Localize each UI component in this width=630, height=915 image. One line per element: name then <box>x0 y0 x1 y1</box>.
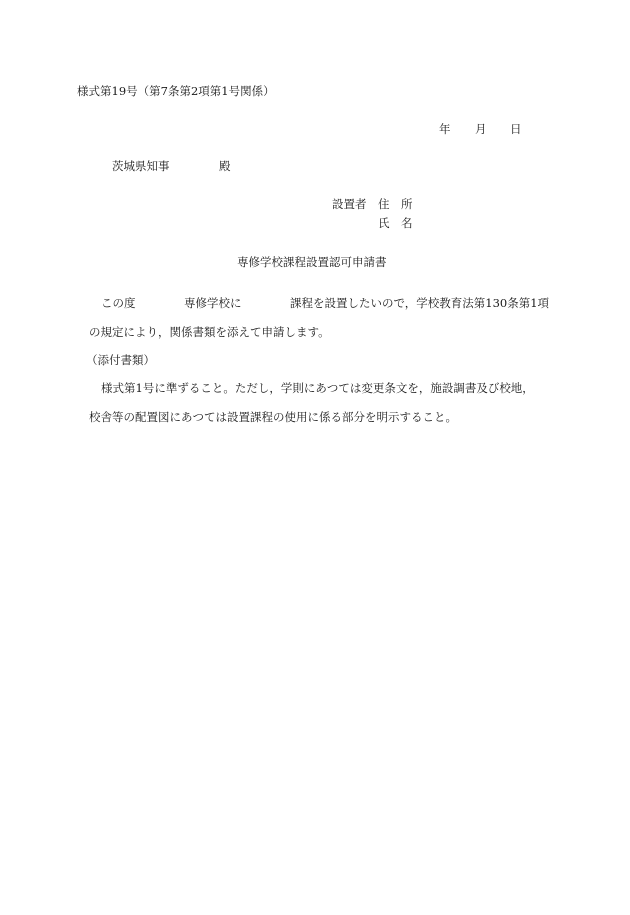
attachments-line1: 様式第1号に準ずること。ただし，学則にあつては変更条文を，施設調書及び校地， <box>101 381 534 395</box>
document-title: 専修学校課程設置認可申請書 <box>237 255 387 269</box>
body-line1-course: 課程を設置したいので，学校教育法第130条第1項 <box>290 296 550 310</box>
body-line1-opening: この度 <box>101 296 136 310</box>
date-month-label: 月 <box>475 122 487 136</box>
attachments-line2: 校舎等の配置図にあつては設置課程の使用に係る部分を明示すること。 <box>89 410 457 424</box>
addressee-name: 茨城県知事 <box>112 159 170 173</box>
form-number-header: 様式第19号（第7条第2項第1号関係） <box>77 84 275 98</box>
date-day-label: 日 <box>510 122 522 136</box>
date-year-label: 年 <box>439 122 451 136</box>
applicant-address-label: 住 所 <box>378 197 413 211</box>
body-line2: の規定により，関係書類を添えて申請します。 <box>89 325 330 339</box>
body-line1-school: 専修学校に <box>184 296 242 310</box>
attachments-heading: （添付書類） <box>86 353 155 367</box>
applicant-label: 設置者 <box>332 197 367 211</box>
addressee-honorific: 殿 <box>219 159 231 173</box>
applicant-name-label: 氏 名 <box>378 216 413 230</box>
